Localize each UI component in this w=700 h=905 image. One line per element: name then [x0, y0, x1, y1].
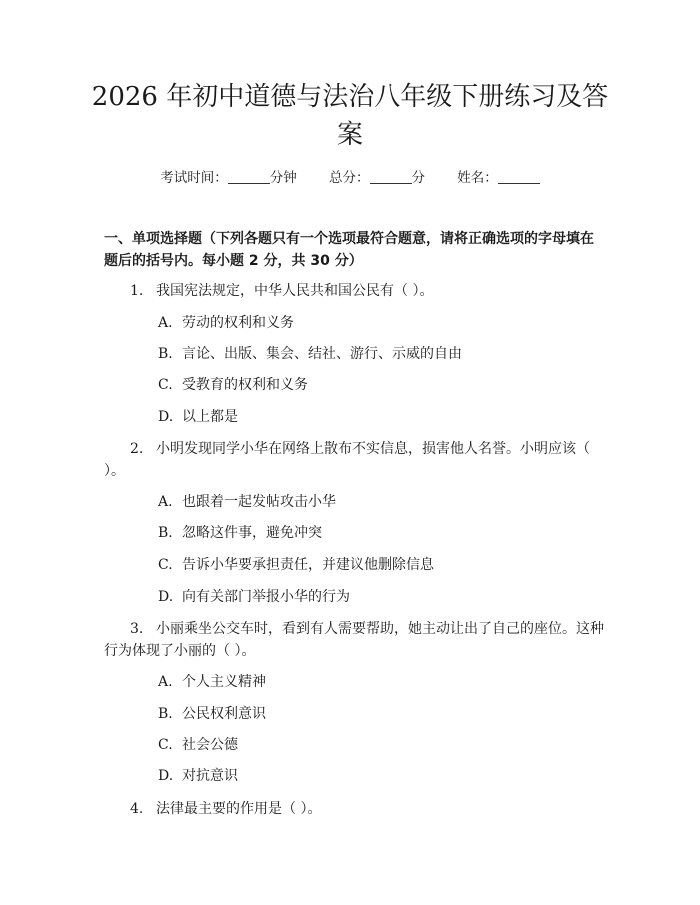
option [158, 491, 598, 513]
option [158, 671, 598, 693]
question [104, 618, 604, 662]
score-blank [370, 169, 412, 184]
option-letter: D. [158, 768, 174, 784]
time-unit: 分钟 [269, 170, 297, 186]
question-text: 小丽乘坐公交车时，看到有人需要帮助，她主动让出了自己的座位。这种行为体现了小丽的（ ）。 [104, 621, 604, 659]
option-text: 对抗意识 [182, 768, 238, 784]
time-label: 考试时间： [160, 170, 228, 186]
question [104, 798, 604, 820]
time-blank [228, 169, 270, 184]
option-letter: A. [158, 315, 173, 331]
option [158, 522, 598, 544]
option-letter: A. [158, 674, 173, 690]
option-text: 也跟着一起发帖攻击小华 [182, 494, 336, 510]
option [158, 374, 598, 396]
option-text: 告诉小华要承担责任，并建议他删除信息 [182, 557, 434, 573]
option-letter: B. [158, 346, 173, 362]
question [104, 438, 604, 482]
exam-meta [0, 168, 700, 188]
document-title: 2026 年初中道德与法治八年级下册练习及答案 [91, 82, 609, 150]
option-text: 言论、出版、集会、结社、游行、示威的自由 [182, 346, 462, 362]
option [158, 343, 598, 365]
option-letter: D. [158, 409, 174, 425]
question-number: 3. [130, 621, 144, 637]
name-blank [498, 169, 540, 184]
exam-name [457, 170, 540, 186]
score-unit: 分 [411, 170, 425, 186]
option [158, 554, 598, 576]
question-number: 2. [130, 441, 144, 457]
option-text: 社会公德 [182, 737, 238, 753]
option-letter: D. [158, 589, 174, 605]
option [158, 312, 598, 334]
option [158, 586, 598, 608]
option-text: 个人主义精神 [182, 674, 266, 690]
question-number: 4. [130, 801, 144, 817]
option-letter: B. [158, 525, 173, 541]
option-text: 公民权利意识 [182, 706, 266, 722]
option-letter: A. [158, 494, 173, 510]
option-text: 受教育的权利和义务 [182, 377, 308, 393]
option [158, 703, 598, 725]
name-label: 姓名： [457, 170, 498, 186]
option-text: 向有关部门举报小华的行为 [182, 589, 350, 605]
question-text: 小明发现同学小华在网络上散布不实信息，损害他人名誉。小明应该（ ）。 [104, 441, 590, 479]
option-letter: C. [158, 377, 173, 393]
option-letter: C. [158, 557, 173, 573]
question [104, 280, 604, 302]
question-text: 法律最主要的作用是（ ）。 [156, 801, 322, 817]
option-letter: C. [158, 737, 173, 753]
exam-score [329, 170, 425, 186]
option [158, 765, 598, 787]
option-text: 劳动的权利和义务 [182, 315, 294, 331]
question-number: 1. [130, 283, 144, 299]
option-letter: B. [158, 706, 173, 722]
score-label: 总分： [329, 170, 370, 186]
section-heading: 一、单项选择题（下列各题只有一个选项最符合题意，请将正确选项的字母填在题后的括号内。每小题 2 分，共 30 分） [104, 231, 594, 269]
option-text: 以上都是 [182, 409, 238, 425]
option [158, 734, 598, 756]
question-text: 我国宪法规定，中华人民共和国公民有（ ）。 [156, 283, 434, 299]
option-text: 忽略这件事，避免冲突 [182, 525, 322, 541]
exam-time [160, 170, 297, 186]
option [158, 406, 598, 428]
